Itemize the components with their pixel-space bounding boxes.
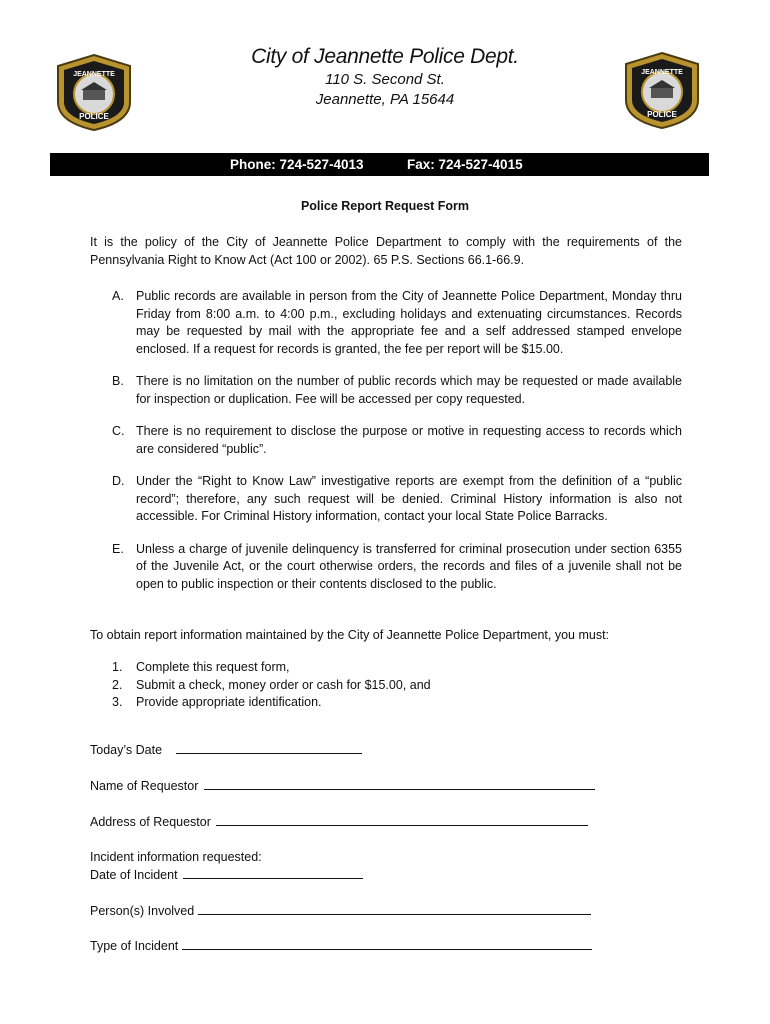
incident-date-row (90, 866, 363, 885)
list-item-text: Complete this request form, (136, 660, 290, 674)
svg-text:POLICE: POLICE (647, 110, 677, 119)
list-marker: 2. (112, 677, 123, 692)
list-item-text: Under the “Right to Know Law” investigative reports are exempt from the definition of a “public record”; therefore, any such request will be denied. Criminal History information is also not accessible. For Criminal History information, contact your local State Police Barracks. (136, 474, 682, 523)
list-item (112, 473, 682, 526)
policy-list (112, 288, 682, 608)
steps-list (112, 659, 431, 712)
list-item (112, 694, 431, 712)
todays-date-row (90, 741, 362, 760)
incident-date-label: Date of Incident (90, 868, 178, 882)
department-title: City of Jeannette Police Dept. (251, 45, 519, 68)
todays-date-label: Today’s Date (90, 743, 163, 757)
list-item-text: There is no requirement to disclose the purpose or motive in requesting access to records which are considered “public”. (136, 424, 682, 456)
requestor-name-row (90, 777, 595, 796)
list-item (112, 541, 682, 594)
address-line-2: Jeannette, PA 15644 (315, 91, 455, 108)
list-marker: E. (112, 541, 124, 556)
intro-paragraph: It is the policy of the City of Jeannette Police Department to comply with the requirements of the Pennsylvania Right to Know Act (Act 100 or 2002). 65 P.S. Sections 66.1-66.9. (90, 235, 682, 267)
incident-date-field[interactable] (183, 866, 363, 879)
list-item-text: There is no limitation on the number of public records which may be requested or made available for inspection or duplication. Fee will be accessed per copy requested. (136, 374, 682, 406)
list-item (112, 373, 682, 408)
list-item (112, 677, 431, 695)
incident-info-label: Incident information requested: (90, 850, 262, 864)
svg-text:POLICE: POLICE (79, 112, 109, 121)
address-line-1: 110 S. Second St. (325, 71, 445, 88)
phone-number: Phone: 724-527-4013 (230, 157, 364, 172)
incident-type-field[interactable] (182, 937, 592, 950)
list-marker: C. (112, 424, 125, 438)
svg-text:JEANNETTE: JEANNETTE (73, 71, 115, 78)
list-item-text: Unless a charge of juvenile delinquency is transferred for criminal prosecution under section 6355 of the Juvenile Act, or the court otherwise orders, the records and files of a juvenile shall not be open to public inspection or their contents disclosed to the public. (136, 541, 682, 591)
requestor-address-row (90, 813, 588, 832)
list-item-text: Submit a check, money order or cash for $15.00, and (136, 677, 431, 692)
list-marker: 1. (112, 660, 123, 674)
persons-involved-field[interactable] (198, 902, 591, 915)
requestor-address-field[interactable] (216, 813, 588, 826)
list-marker: A. (112, 289, 124, 303)
list-item-text: Provide appropriate identification. (136, 695, 322, 709)
persons-involved-label: Person(s) Involved (90, 904, 195, 918)
incident-type-row (90, 937, 592, 956)
persons-involved-row (90, 902, 591, 921)
list-item (112, 288, 682, 358)
contact-bar (50, 153, 709, 176)
form-title: Police Report Request Form (300, 199, 470, 213)
list-item (112, 423, 682, 458)
requestor-address-label: Address of Requestor (90, 815, 211, 829)
list-marker: D. (112, 474, 125, 488)
letterhead (0, 44, 770, 110)
todays-date-field[interactable] (176, 741, 362, 754)
obtain-instructions: To obtain report information maintained by the City of Jeannette Police Department, you must: (90, 628, 610, 642)
svg-text:JEANNETTE: JEANNETTE (641, 69, 683, 76)
list-item-text: Public records are available in person from the City of Jeannette Police Department, Monday thru Friday from 8:00 a.m. to 4:00 p.m., excluding holidays and extenuating circumstances. Records may be requested by mail with the appropriate fee and a self addressed stamped envelope enclosed. If a request for records is granted, the fee per report will be $15.00. (136, 289, 682, 356)
requestor-name-label: Name of Requestor (90, 779, 199, 793)
fax-number: Fax: 724-527-4015 (407, 157, 523, 172)
list-marker: 3. (112, 695, 123, 709)
requestor-name-field[interactable] (204, 777, 595, 790)
list-marker: B. (112, 374, 124, 388)
incident-type-label: Type of Incident (90, 939, 179, 953)
list-item (112, 659, 431, 677)
